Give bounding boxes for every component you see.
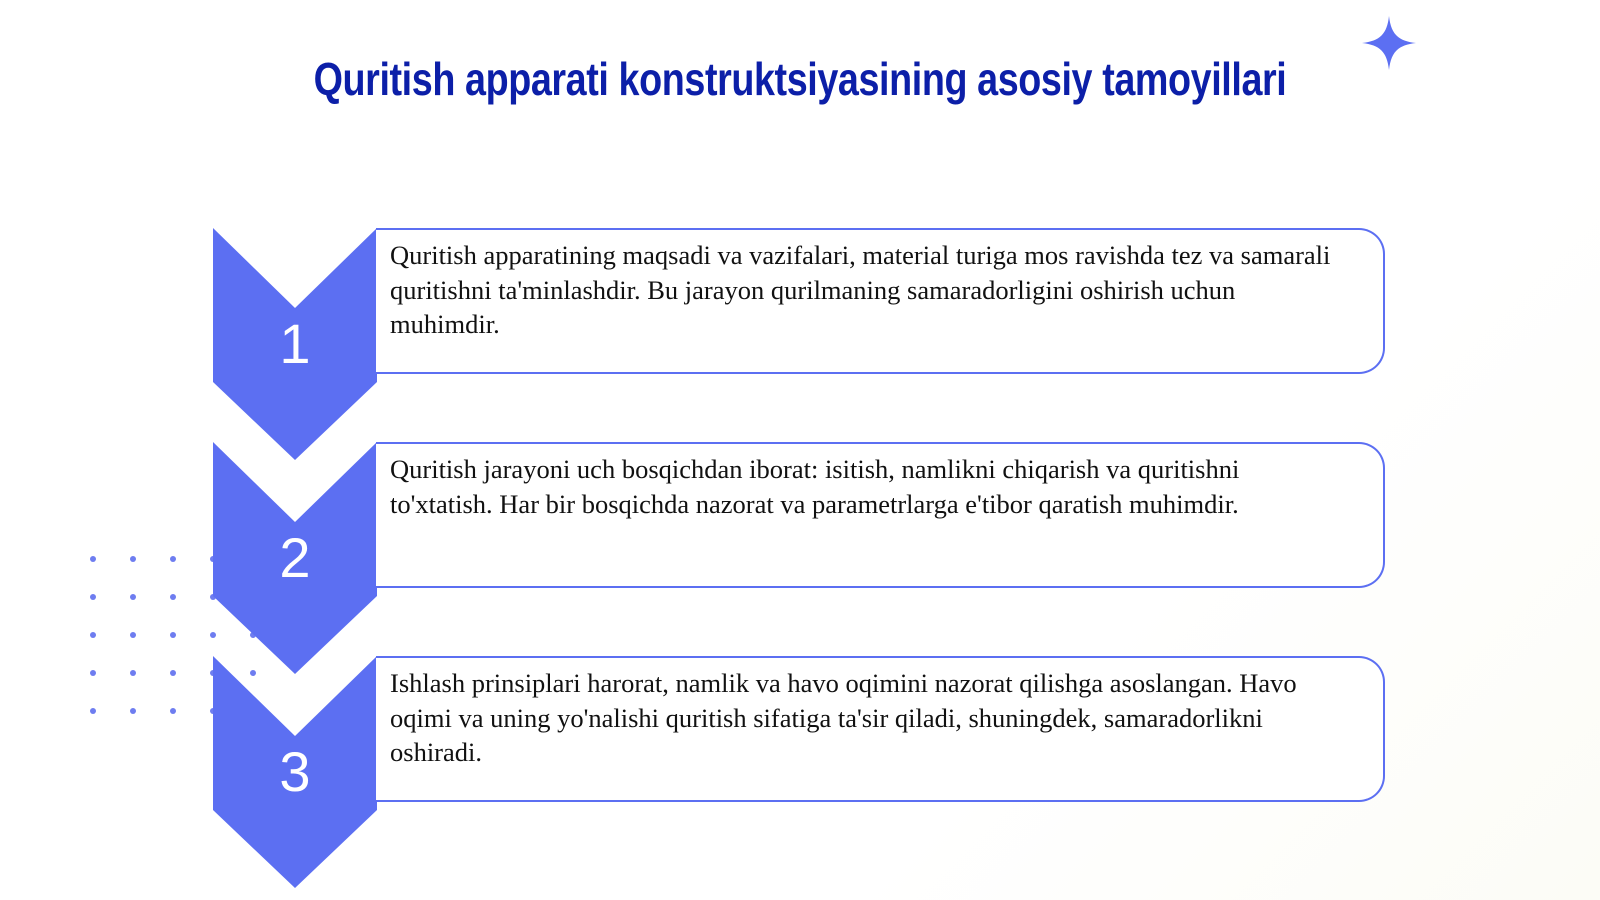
slide-title: Quritish apparati konstruktsiyasining asosiy tamoyillari xyxy=(313,53,1287,105)
step-1-card xyxy=(376,228,1385,374)
step-3-number: 3 xyxy=(279,740,311,803)
step-2-text: Quritish jarayoni uch bosqichdan iborat: isitish, namlikni chiqarish va quritishni to'xtatish. Har bir bosqichda nazorat va parametrlarga e'tibor qaratish muhimdir. xyxy=(390,454,1240,519)
sparkle-icon xyxy=(1362,16,1416,70)
step-1-text: Quritish apparatining maqsadi va vazifalari, material turiga mos ravishda tez va samarali quritishni ta'minlashdir. Bu jarayon qurilmaning samaradorligini oshirish uchun muhimdir. xyxy=(390,240,1331,339)
step-1-number: 1 xyxy=(279,312,311,375)
step-3-card xyxy=(376,656,1385,802)
step-3-text: Ishlash prinsiplari harorat, namlik va havo oqimini nazorat qilishga asoslangan. Havo oqimi va uning yo'nalishi quritish sifatiga ta'sir qiladi, shuningdek, samaradorlikni oshiradi. xyxy=(390,668,1297,767)
step-2-number: 2 xyxy=(279,526,311,589)
step-2-card xyxy=(376,442,1385,588)
